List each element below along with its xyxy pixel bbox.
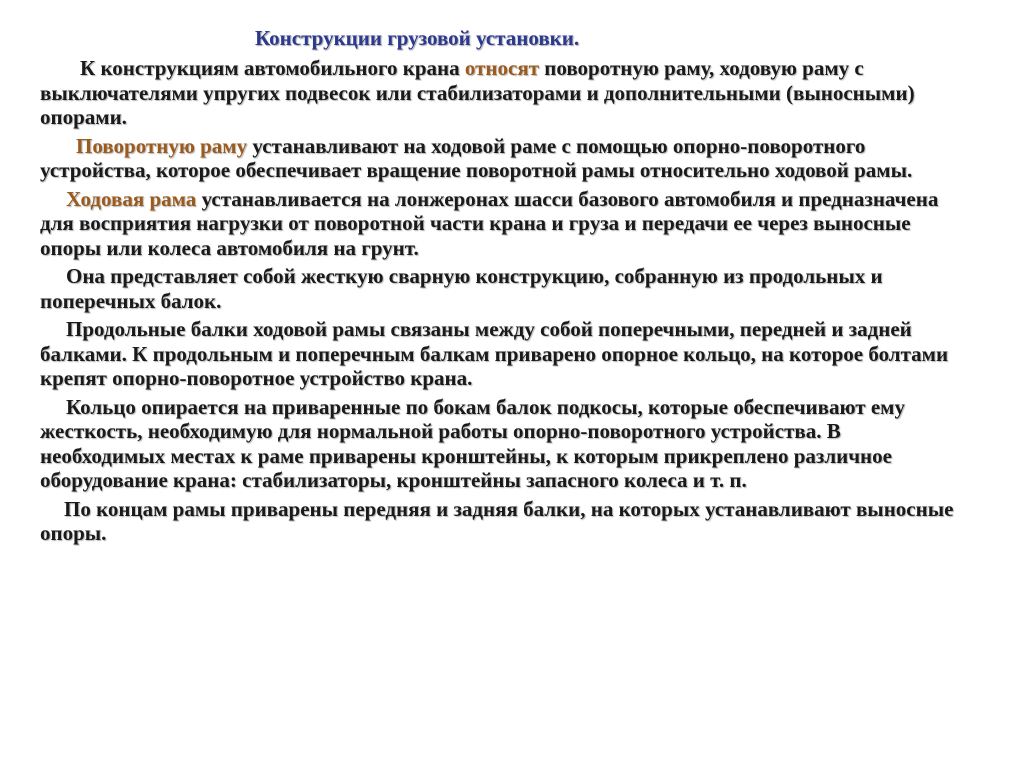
paragraph-2-highlight: Поворотную раму [76, 133, 248, 158]
paragraph-7: По концам рамы приварены передняя и задняя балки, на которых устанавливают выносные опоры. [40, 496, 954, 545]
paragraph-1-highlight: относят [464, 56, 540, 80]
paragraph-1-text-start: К конструкциям автомобильного крана [80, 56, 465, 80]
document-body [40, 56, 970, 550]
paragraph-3-text: устанавливается на лонжеронах шасси базового автомобиля и предназначена для восприятия нагрузки от поворотной части крана и груза и передачи ее через выносные опоры или колеса автомобиля на грунт. [40, 186, 939, 260]
paragraph-1 [40, 56, 970, 130]
paragraph-5: Продольные балки ходовой рамы связаны между собой поперечными, передней и задней балками. К продольным и поперечным балкам приварено опорное кольцо, на которое болтами крепят опорно-поворотное устройство крана. [40, 317, 949, 390]
paragraph-6: Кольцо опирается на приваренные по бокам балок подкосы, которые обеспечивают ему жесткость, необходимую для нормальной работы опорно-поворотного устройства. В необходимых местах к раме приварены кронштейны, к которым прикреплено различное оборудование крана: стабилизаторы, кронштейны запасного колеса и т. п. [40, 394, 905, 492]
paragraph-3-highlight: Ходовая рама [66, 186, 197, 211]
paragraph-2 [40, 134, 970, 183]
paragraph-3 [40, 187, 970, 261]
paragraph-4: Она представляет собой жесткую сварную конструкцию, собранную из продольных и поперечных балок. [40, 264, 883, 313]
paragraph-1-text-end: поворотную раму, ходовую раму с выключателями упругих подвесок или стабилизаторами и дополнительными (выносными) опорами. [40, 56, 915, 129]
page-title: Конструкции грузовой установки. [255, 26, 580, 50]
paragraph-2-text: устанавливают на ходовой раме с помощью опорно-поворотного устройства, которое обеспечивает вращение поворотной рамы относительно ходовой рамы. [40, 133, 913, 182]
